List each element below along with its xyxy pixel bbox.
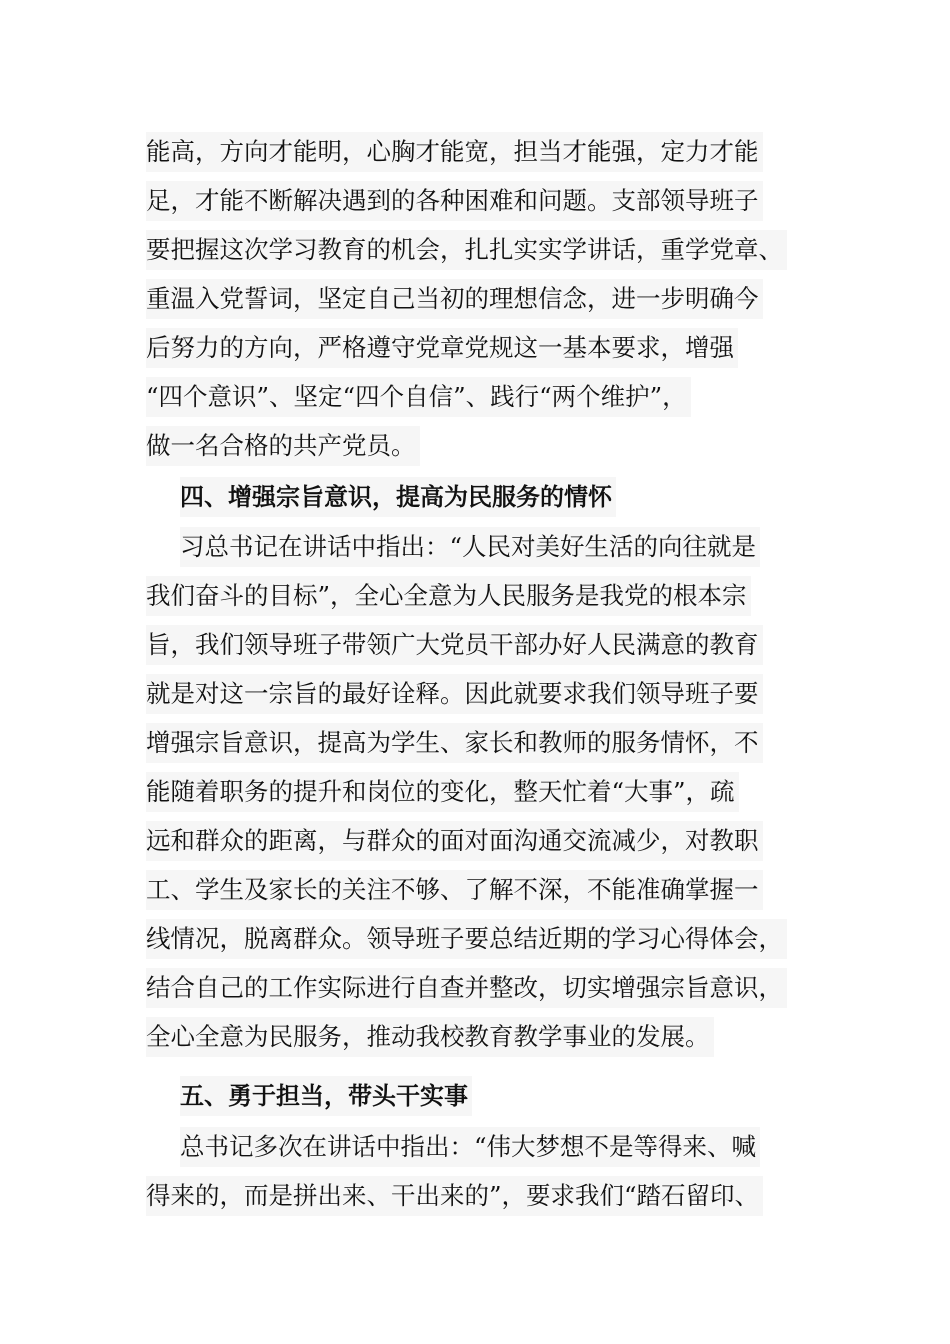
body-line: 要把握这次学习教育的机会，扎扎实实学讲话，重学党章、 xyxy=(146,230,787,270)
section-heading-4: 四、增强宗旨意识，提高为民服务的情怀 xyxy=(180,477,616,517)
body-line: 旨，我们领导班子带领广大党员干部办好人民满意的教育 xyxy=(146,625,763,665)
body-line: 重温入党誓词，坚定自己当初的理想信念，进一步明确今 xyxy=(146,279,763,319)
body-line: 就是对这一宗旨的最好诠释。因此就要求我们领导班子要 xyxy=(146,674,763,714)
body-line: 全心全意为民服务，推动我校教育教学事业的发展。 xyxy=(146,1017,714,1057)
body-line: 工、学生及家长的关注不够、了解不深，不能准确掌握一 xyxy=(146,870,763,910)
body-line: 线情况，脱离群众。领导班子要总结近期的学习心得体会， xyxy=(146,919,787,959)
body-line: 习总书记在讲话中指出：“人民对美好生活的向往就是 xyxy=(180,527,760,567)
body-line: 远和群众的距离，与群众的面对面沟通交流减少，对教职 xyxy=(146,821,763,861)
body-line: 足，才能不断解决遇到的各种困难和问题。支部领导班子 xyxy=(146,181,763,221)
body-line: 总书记多次在讲话中指出：“伟大梦想不是等得来、喊 xyxy=(180,1127,760,1167)
body-line: 增强宗旨意识，提高为学生、家长和教师的服务情怀，不 xyxy=(146,723,763,763)
body-line: “四个意识”、坚定“四个自信”、践行“两个维护”， xyxy=(146,377,691,417)
body-line: 能高，方向才能明，心胸才能宽，担当才能强，定力才能 xyxy=(146,132,763,172)
body-line: 得来的，而是拼出来、干出来的”，要求我们“踏石留印、 xyxy=(146,1176,763,1216)
body-line: 能随着职务的提升和岗位的变化，整天忙着“大事”，疏 xyxy=(146,772,739,812)
body-line: 我们奋斗的目标”，全心全意为人民服务是我党的根本宗 xyxy=(146,576,751,616)
body-line: 做一名合格的共产党员。 xyxy=(146,426,420,466)
section-heading-5: 五、勇于担当，带头干实事 xyxy=(180,1076,472,1116)
body-line: 后努力的方向，严格遵守党章党规这一基本要求，增强 xyxy=(146,328,738,368)
body-line: 结合自己的工作实际进行自查并整改，切实增强宗旨意识， xyxy=(146,968,787,1008)
